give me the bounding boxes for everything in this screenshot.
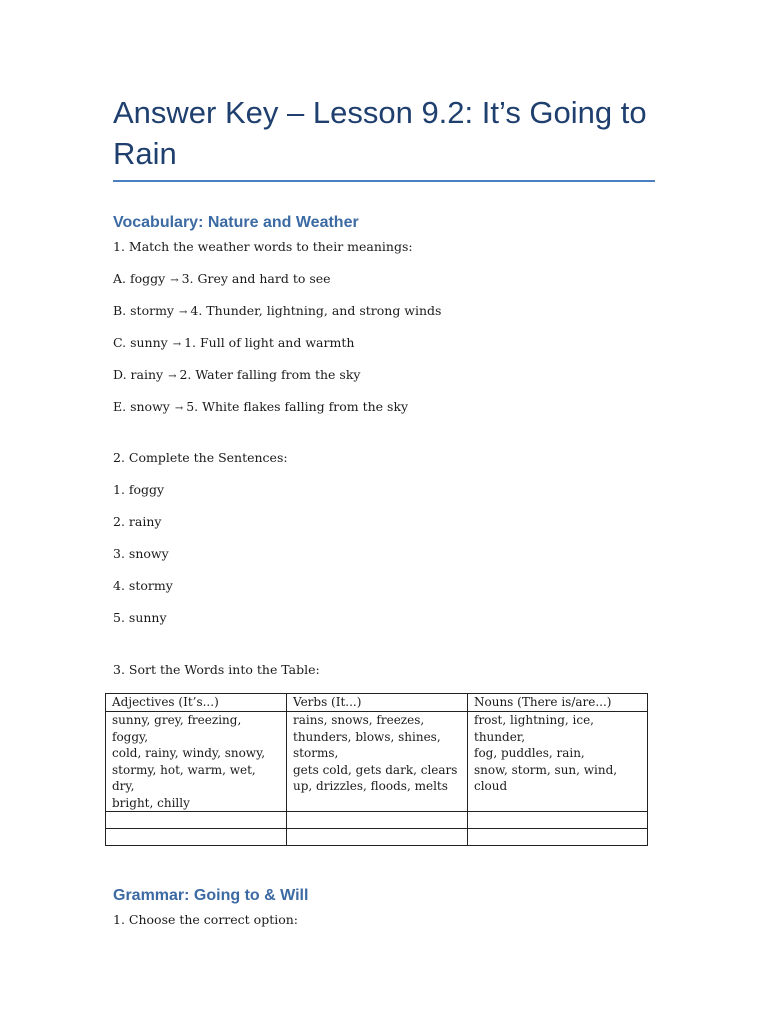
match-meaning: 3. Grey and hard to see <box>181 271 331 286</box>
table-empty-row <box>106 812 648 829</box>
match-meaning: 5. White flakes falling from the sky <box>186 399 409 414</box>
match-meaning: 4. Thunder, lightning, and strong winds <box>190 303 442 318</box>
sentence-answer: 1. foggy <box>113 482 165 497</box>
match-item <box>113 303 441 321</box>
cell-text-line: bright, chilly <box>112 795 190 810</box>
arrow-icon: → <box>170 275 178 286</box>
choose-option-prompt: 1. Choose the correct option: <box>113 912 299 927</box>
title-divider <box>113 180 655 182</box>
match-question-prompt: 1. Match the weather words to their meanings: <box>113 239 413 254</box>
table-empty-row <box>106 829 648 846</box>
page-title: Answer Key – Lesson 9.2: It’s Going to Rain <box>113 95 647 171</box>
cell-text-line: sunny, grey, freezing, foggy, <box>112 713 242 744</box>
empty-cell <box>106 812 287 829</box>
sort-words-prompt: 3. Sort the Words into the Table: <box>113 662 320 677</box>
match-word: A. foggy <box>113 271 166 286</box>
arrow-icon: → <box>174 403 183 414</box>
sentence-answer: 2. rainy <box>113 514 162 529</box>
match-item <box>113 399 408 417</box>
grammar-heading: Grammar: Going to & Will <box>113 887 309 904</box>
cell-text-line: cloud <box>474 779 508 793</box>
table-cell-adjectives <box>106 712 287 812</box>
complete-sentences-prompt: 2. Complete the Sentences: <box>113 450 288 465</box>
cell-text-line: frost, lightning, ice, thunder, <box>474 713 594 744</box>
match-word: C. sunny <box>113 335 168 350</box>
table-header-row <box>106 694 648 712</box>
cell-text-line: rains, snows, freezes, <box>293 713 425 727</box>
match-word: E. snowy <box>113 399 170 414</box>
table-cell-nouns <box>468 712 648 812</box>
cell-text-line: snow, storm, sun, wind, <box>474 762 618 777</box>
empty-cell <box>287 829 468 846</box>
table-cell-verbs <box>287 712 468 812</box>
cell-text-line: cold, rainy, windy, snowy, <box>112 746 266 760</box>
column-header-nouns: Nouns (There is/are...) <box>468 694 648 712</box>
match-word: B. stormy <box>113 303 174 318</box>
cell-text-line: fog, puddles, rain, <box>474 746 585 760</box>
match-item <box>113 335 354 353</box>
empty-cell <box>468 829 648 846</box>
cell-text-line: gets cold, gets dark, clears <box>293 762 458 777</box>
sentence-answer: 4. stormy <box>113 578 173 593</box>
match-word: D. rainy <box>113 367 164 382</box>
sentence-answer: 3. snowy <box>113 546 169 561</box>
empty-cell <box>106 829 287 846</box>
vocabulary-heading: Vocabulary: Nature and Weather <box>113 214 359 231</box>
sort-words-table <box>105 693 648 846</box>
cell-text-line: storms, <box>293 746 339 760</box>
arrow-icon: → <box>172 339 181 350</box>
match-item <box>113 271 331 289</box>
table-row <box>106 712 648 812</box>
cell-text-line: stormy, hot, warm, wet, dry, <box>112 762 256 793</box>
empty-cell <box>468 812 648 829</box>
match-meaning: 2. Water falling from the sky <box>179 367 361 382</box>
cell-text-line: up, drizzles, floods, melts <box>293 779 448 793</box>
match-meaning: 1. Full of light and warmth <box>184 335 355 350</box>
empty-cell <box>287 812 468 829</box>
arrow-icon: → <box>168 371 176 382</box>
cell-text-line: thunders, blows, shines, <box>293 729 441 744</box>
column-header-verbs: Verbs (It...) <box>287 694 468 712</box>
match-item <box>113 367 360 385</box>
column-header-adjectives: Adjectives (It’s...) <box>106 694 287 712</box>
arrow-icon: → <box>179 307 187 318</box>
sentence-answer: 5. sunny <box>113 610 167 625</box>
